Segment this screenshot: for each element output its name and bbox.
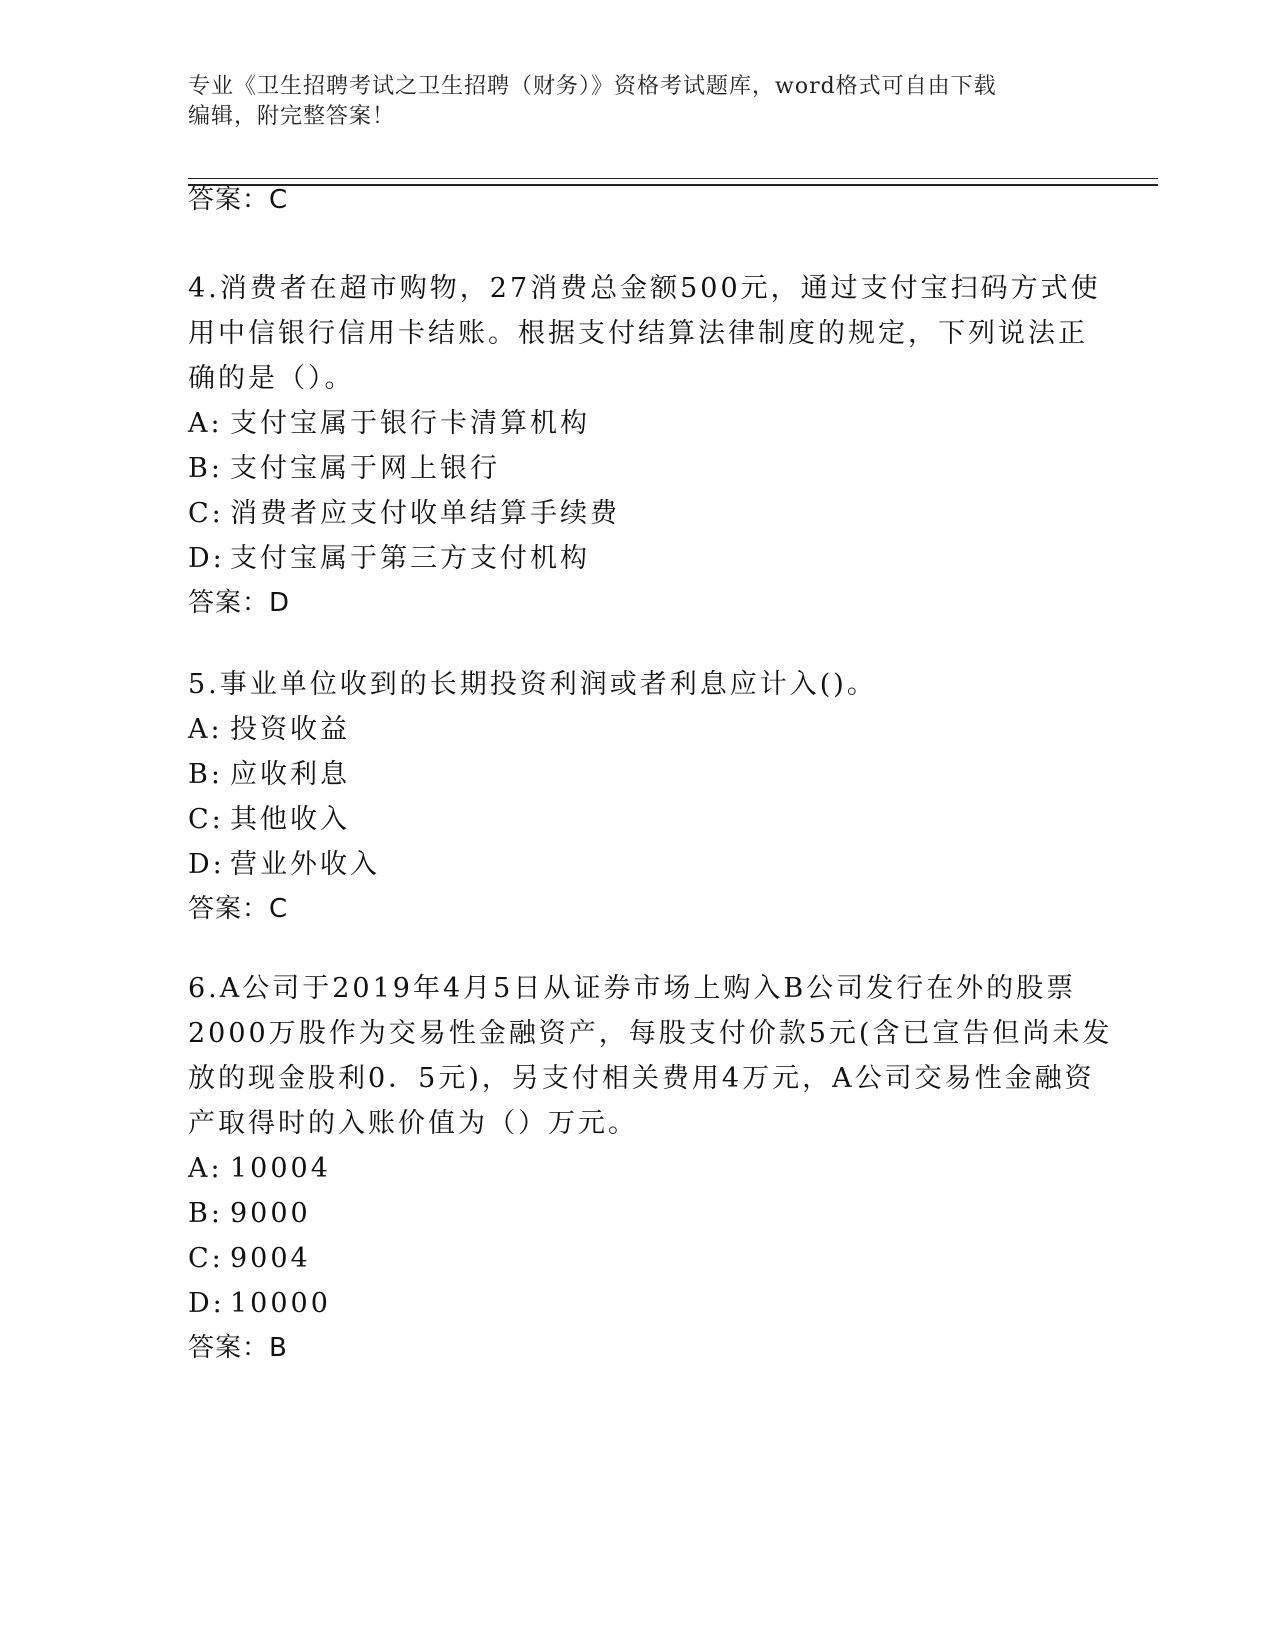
header-line-1: 专业《卫生招聘考试之卫生招聘（财务）》资格考试题库，word格式可自由下载 (188, 74, 997, 99)
question-text-line: 用中信银行信用卡结账。根据支付结算法律制度的规定，下列说法正 (188, 318, 1088, 349)
question-text-line: 产取得时的入账价值为（）万元。 (188, 1108, 638, 1139)
option-key: D: (188, 849, 225, 880)
option-key: B: (188, 759, 223, 790)
option-key: B: (188, 1198, 223, 1229)
option-key: A: (188, 714, 223, 745)
question-text-line: 2000万股作为交易性金融资产，每股支付价款5元(含已宣告但尚未发 (188, 1018, 1113, 1049)
question-text-line: 6.A公司于2019年4月5日从证券市场上购入B公司发行在外的股票 (188, 973, 1077, 1004)
option-d (188, 536, 1088, 581)
option-key: C: (188, 1243, 224, 1274)
option-a (188, 1146, 1088, 1191)
option-a (188, 707, 1088, 752)
option-b (188, 446, 1088, 491)
option-a (188, 401, 1088, 446)
option-key: C: (188, 804, 224, 835)
option-c (188, 797, 1088, 842)
previous-answer-block (188, 178, 1088, 223)
option-d (188, 1281, 1088, 1326)
answer-label: 答案：B (188, 1333, 288, 1363)
option-text: 支付宝属于银行卡清算机构 (230, 408, 590, 439)
question-6 (188, 966, 1113, 1371)
option-c (188, 491, 1088, 536)
option-c (188, 1236, 1088, 1281)
option-key: D: (188, 543, 225, 574)
header-line-2: 编辑，附完整答案！ (188, 104, 396, 129)
option-text: 投资收益 (230, 714, 350, 745)
question-text-line: 确的是（）。 (188, 363, 355, 394)
page-header (188, 72, 1088, 132)
option-text: 9000 (230, 1198, 311, 1229)
option-text: 营业外收入 (230, 849, 380, 880)
option-text: 9004 (230, 1243, 311, 1274)
answer-label: 答案：C (188, 894, 289, 924)
option-key: C: (188, 498, 224, 529)
option-text: 10000 (230, 1288, 331, 1319)
question-text-line: 5.事业单位收到的长期投资利润或者利息应计入()。 (188, 669, 877, 700)
option-text: 消费者应支付收单结算手续费 (230, 498, 620, 529)
question-text-line: 放的现金股利0．5元)，另支付相关费用4万元，A公司交易性金融资 (188, 1063, 1095, 1094)
option-key: D: (188, 1288, 225, 1319)
option-text: 应收利息 (230, 759, 350, 790)
option-text: 其他收入 (230, 804, 350, 835)
answer-label: 答案：D (188, 588, 291, 618)
question-text-line: 4.消费者在超市购物，27消费总金额500元，通过支付宝扫码方式使 (188, 273, 1101, 304)
answer-label: 答案：C (188, 185, 289, 215)
question-4 (188, 266, 1101, 626)
option-text: 支付宝属于网上银行 (230, 453, 500, 484)
option-b (188, 1191, 1088, 1236)
option-key: B: (188, 453, 223, 484)
question-5 (188, 662, 1088, 932)
option-key: A: (188, 1153, 223, 1184)
option-text: 支付宝属于第三方支付机构 (230, 543, 590, 574)
option-key: A: (188, 408, 223, 439)
option-text: 10004 (230, 1153, 331, 1184)
option-d (188, 842, 1088, 887)
option-b (188, 752, 1088, 797)
